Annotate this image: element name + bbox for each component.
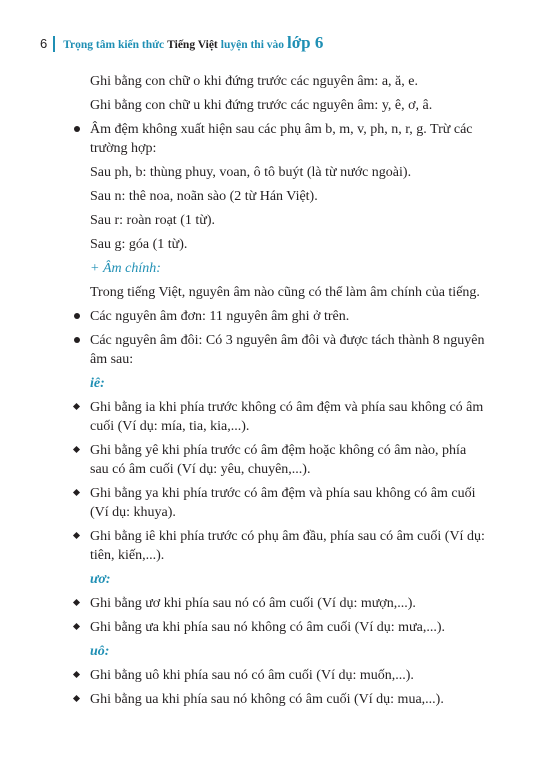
diamond-item: Ghi bằng iê khi phía trước có phụ âm đầu, phía sau có âm cuối (Ví dụ: tiên, kiến,...).	[72, 527, 486, 565]
text-line: Sau r: roàn roạt (1 từ).	[90, 213, 215, 228]
page-body	[72, 72, 486, 714]
header-divider	[53, 36, 55, 52]
text-line: Sau ph, b: thùng phuy, voan, ô tô buýt (là từ nước ngoài).	[90, 165, 412, 180]
page-header	[40, 34, 323, 54]
bullet-item: Âm đệm không xuất hiện sau các phụ âm b, m, v, ph, n, r, g. Trừ các trường hợp:	[72, 120, 486, 158]
text-line: Ghi bằng con chữ o khi đứng trước các nguyên âm: a, ă, e.	[90, 74, 418, 89]
text-line: Sau g: góa (1 từ).	[90, 237, 188, 252]
header-title-part1: Trọng tâm kiến thức	[63, 39, 165, 51]
diamond-item: Ghi bằng yê khi phía trước có âm đệm hoặc không có âm nào, phía sau có âm cuối (Ví dụ: yêu, chuyên,...).	[72, 441, 486, 479]
section-heading-am-chinh: + Âm chính:	[90, 261, 161, 276]
text-line: Trong tiếng Việt, nguyên âm nào cũng có thể làm âm chính của tiếng.	[90, 285, 480, 300]
diamond-item: Ghi bằng ươ khi phía sau nó có âm cuối (Ví dụ: mượn,...).	[72, 594, 486, 613]
diamond-item: Ghi bằng ua khi phía sau nó không có âm cuối (Ví dụ: mua,...).	[72, 690, 486, 709]
subheading-uo: uô:	[90, 644, 110, 659]
bullet-item: Các nguyên âm đôi: Có 3 nguyên âm đôi và được tách thành 8 nguyên âm sau:	[72, 331, 486, 369]
diamond-item: Ghi bằng ya khi phía trước có âm đệm và phía sau không có âm cuối (Ví dụ: khuya).	[72, 484, 486, 522]
diamond-item: Ghi bằng uô khi phía sau nó có âm cuối (Ví dụ: muốn,...).	[72, 666, 486, 685]
subheading-uo-horn: ươ:	[90, 572, 111, 587]
diamond-item: Ghi bằng ia khi phía trước không có âm đệm và phía sau không có âm cuối (Ví dụ: mía, tia, kia,...).	[72, 398, 486, 436]
page-number: 6	[40, 36, 48, 51]
diamond-item: Ghi bằng ưa khi phía sau nó không có âm cuối (Ví dụ: mưa,...).	[72, 618, 486, 637]
text-line: Sau n: thê noa, noãn sào (2 từ Hán Việt).	[90, 189, 318, 204]
header-title-part4: lớp 6	[287, 33, 324, 52]
header-title-part3: luyện thi vào	[220, 39, 285, 51]
header-title-part2: Tiếng Việt	[167, 39, 218, 51]
subheading-ie: iê:	[90, 376, 105, 391]
text-line: Ghi bằng con chữ u khi đứng trước các nguyên âm: y, ê, ơ, â.	[90, 98, 433, 113]
bullet-item: Các nguyên âm đơn: 11 nguyên âm ghi ở trên.	[72, 307, 486, 326]
